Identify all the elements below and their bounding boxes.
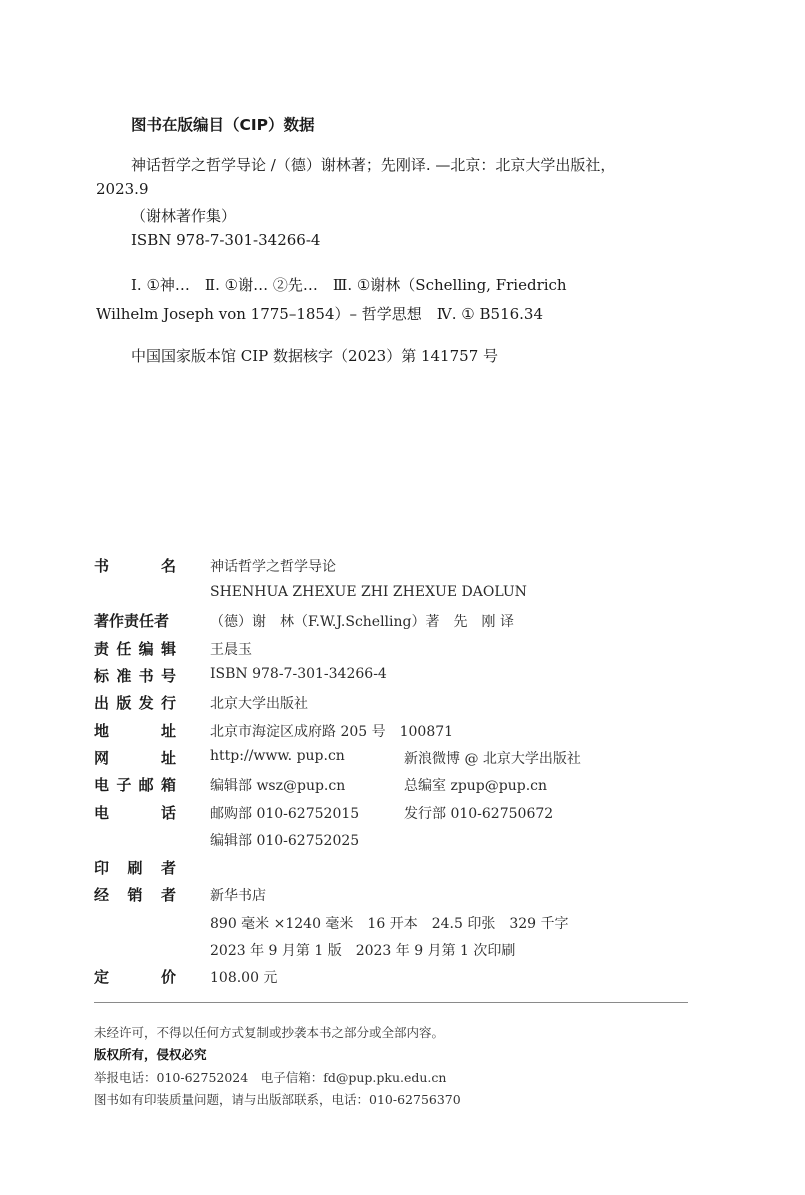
info-label-char: 箱 — [160, 776, 176, 794]
info-label-char: 编 — [138, 640, 154, 658]
info-value: 邮购部 010-62752015 — [210, 806, 360, 822]
info-label-char: 发 — [138, 694, 154, 712]
cip-line-3: （谢林著作集） — [131, 207, 237, 225]
cip-line-6: Wilhelm Joseph von 1775–1854）– 哲学思想 Ⅳ. ① B516.34 — [96, 305, 544, 323]
info-label-char: 辑 — [160, 640, 176, 658]
info-value: 890 毫米 ×1240 毫米 16 开本 24.5 印张 329 千字 — [210, 916, 569, 932]
info-value: ISBN 978-7-301-34266-4 — [210, 666, 387, 682]
info-value: 新华书店 — [210, 888, 266, 904]
info-label — [94, 747, 176, 768]
info-label-char: 印 — [94, 859, 110, 877]
info-value-secondary: 新浪微博 @ 北京大学出版社 — [404, 751, 581, 767]
info-label-char: 版 — [116, 694, 132, 712]
info-label — [94, 555, 176, 576]
info-label-char: 标 — [94, 667, 110, 685]
info-label-char: 销 — [127, 886, 143, 904]
info-label-char: 话 — [160, 804, 176, 822]
cip-line-2: 2023.9 — [96, 180, 149, 198]
info-label-char: 者 — [160, 886, 176, 904]
info-label-char: 定 — [94, 968, 110, 986]
info-label-char: 电 — [94, 776, 110, 794]
info-value: 神话哲学之哲学导论 — [210, 559, 336, 575]
cip-line-1: 神话哲学之哲学导论 /（德）谢林著；先刚译. —北京：北京大学出版社， — [131, 156, 616, 174]
info-label-char: 任 — [116, 640, 132, 658]
info-label-char: 出 — [94, 694, 110, 712]
info-label-char: 名 — [160, 557, 176, 575]
info-label-char: 电 — [94, 804, 110, 822]
info-label — [94, 966, 176, 987]
info-value-secondary: 发行部 010-62750672 — [404, 806, 554, 822]
cip-title: 图书在版编目（CIP）数据 — [131, 116, 315, 134]
info-label — [94, 720, 176, 741]
info-label-char: 地 — [94, 722, 110, 740]
info-value: 北京大学出版社 — [210, 696, 308, 712]
rights-notice: 版权所有，侵权必究 — [94, 1047, 207, 1062]
info-label — [94, 638, 176, 659]
info-label-char: 书 — [138, 667, 154, 685]
info-label — [94, 774, 176, 795]
info-value: （德）谢 林（F.W.J.Schelling）著 先 刚 译 — [210, 614, 514, 630]
info-label-char: 责 — [94, 640, 110, 658]
cip-line-5: Ⅰ. ①神… Ⅱ. ①谢… ②先… Ⅲ. ①谢林（Schelling, Friedrich — [131, 276, 567, 294]
info-label-char: 经 — [94, 886, 110, 904]
info-value: 王晨玉 — [210, 642, 252, 658]
info-label-char: 号 — [160, 667, 176, 685]
info-label — [94, 884, 176, 905]
info-label-char: 子 — [116, 776, 132, 794]
info-value: 2023 年 9 月第 1 版 2023 年 9 月第 1 次印刷 — [210, 943, 516, 959]
info-label-char: 著作责任者 — [94, 612, 170, 630]
info-label-char: 书 — [94, 557, 110, 575]
info-label-char: 邮 — [138, 776, 154, 794]
info-value: http://www. pup.cn — [210, 748, 345, 764]
info-label-char: 者 — [160, 859, 176, 877]
divider — [94, 1002, 688, 1003]
info-value: 编辑部 010-62752025 — [210, 833, 360, 849]
info-label-char: 网 — [94, 749, 110, 767]
info-label — [94, 802, 176, 823]
info-value-secondary: 总编室 zpup@pup.cn — [404, 778, 548, 794]
info-value: SHENHUA ZHEXUE ZHI ZHEXUE DAOLUN — [210, 584, 527, 600]
info-label — [94, 692, 176, 713]
cip-line-7: 中国国家版本馆 CIP 数据核字（2023）第 141757 号 — [131, 347, 499, 365]
info-label — [94, 857, 176, 878]
info-label-char: 价 — [160, 968, 176, 986]
info-label-char: 准 — [116, 667, 132, 685]
info-label-char: 址 — [160, 722, 176, 740]
info-label-char: 行 — [160, 694, 176, 712]
info-label-char: 址 — [160, 749, 176, 767]
info-label — [94, 665, 176, 686]
info-value: 编辑部 wsz@pup.cn — [210, 778, 346, 794]
info-label-char: 刷 — [127, 859, 143, 877]
info-value: 108.00 元 — [210, 970, 278, 986]
info-label — [94, 610, 176, 631]
info-value: 北京市海淀区成府路 205 号 100871 — [210, 724, 454, 740]
report-contact: 举报电话：010-62752024 电子信箱：fd@pup.pku.edu.cn — [94, 1070, 447, 1085]
cip-line-4: ISBN 978-7-301-34266-4 — [131, 231, 321, 249]
quality-contact: 图书如有印装质量问题，请与出版部联系，电话：010-62756370 — [94, 1092, 461, 1107]
copy-notice: 未经许可，不得以任何方式复制或抄袭本书之部分或全部内容。 — [94, 1025, 445, 1040]
